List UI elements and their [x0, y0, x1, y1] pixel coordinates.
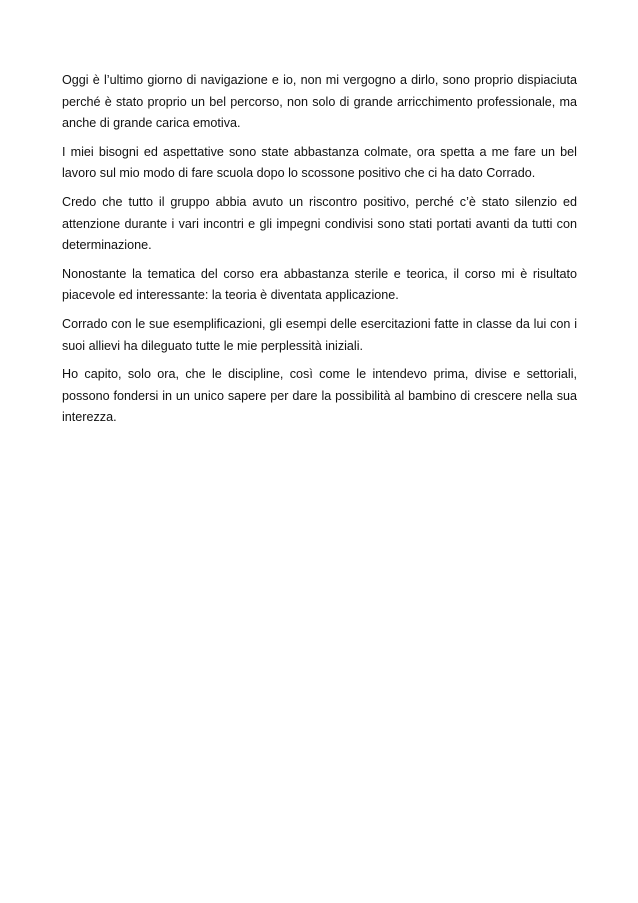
paragraph-3: Credo che tutto il gruppo abbia avuto un riscontro positivo, perché c’è stato silenzio ed attenzione durante i vari incontri e gli impegni condivisi sono stati portati avanti da tutti con determinazione. [62, 194, 577, 253]
paragraph-5: Corrado con le sue esemplificazioni, gli esempi delle esercitazioni fatte in classe da lui con i suoi allievi ha dileguato tutte le mie perplessità iniziali. [62, 316, 577, 353]
paragraph-4: Nonostante la tematica del corso era abbastanza sterile e teorica, il corso mi è risultato piacevole ed interessante: la teoria è diventata applicazione. [62, 266, 577, 303]
paragraph-6: Ho capito, solo ora, che le discipline, così come le intendevo prima, divise e settoriali, possono fondersi in un unico sapere per dare la possibilità al bambino di crescere nella sua interezza. [62, 367, 577, 425]
paragraph-1: Oggi è l’ultimo giorno di navigazione e io, non mi vergogno a dirlo, sono proprio dispiaciuta perché è stato proprio un bel percorso, non solo di grande arricchimento professionale, ma anche di grande carica emotiva. [62, 73, 577, 131]
paragraph-2: I miei bisogni ed aspettative sono state abbastanza colmate, ora spetta a me fare un bel lavoro sul mio modo di fare scuola dopo lo scossone positivo che ci ha dato Corrado. [62, 144, 577, 181]
document-page [62, 70, 577, 436]
